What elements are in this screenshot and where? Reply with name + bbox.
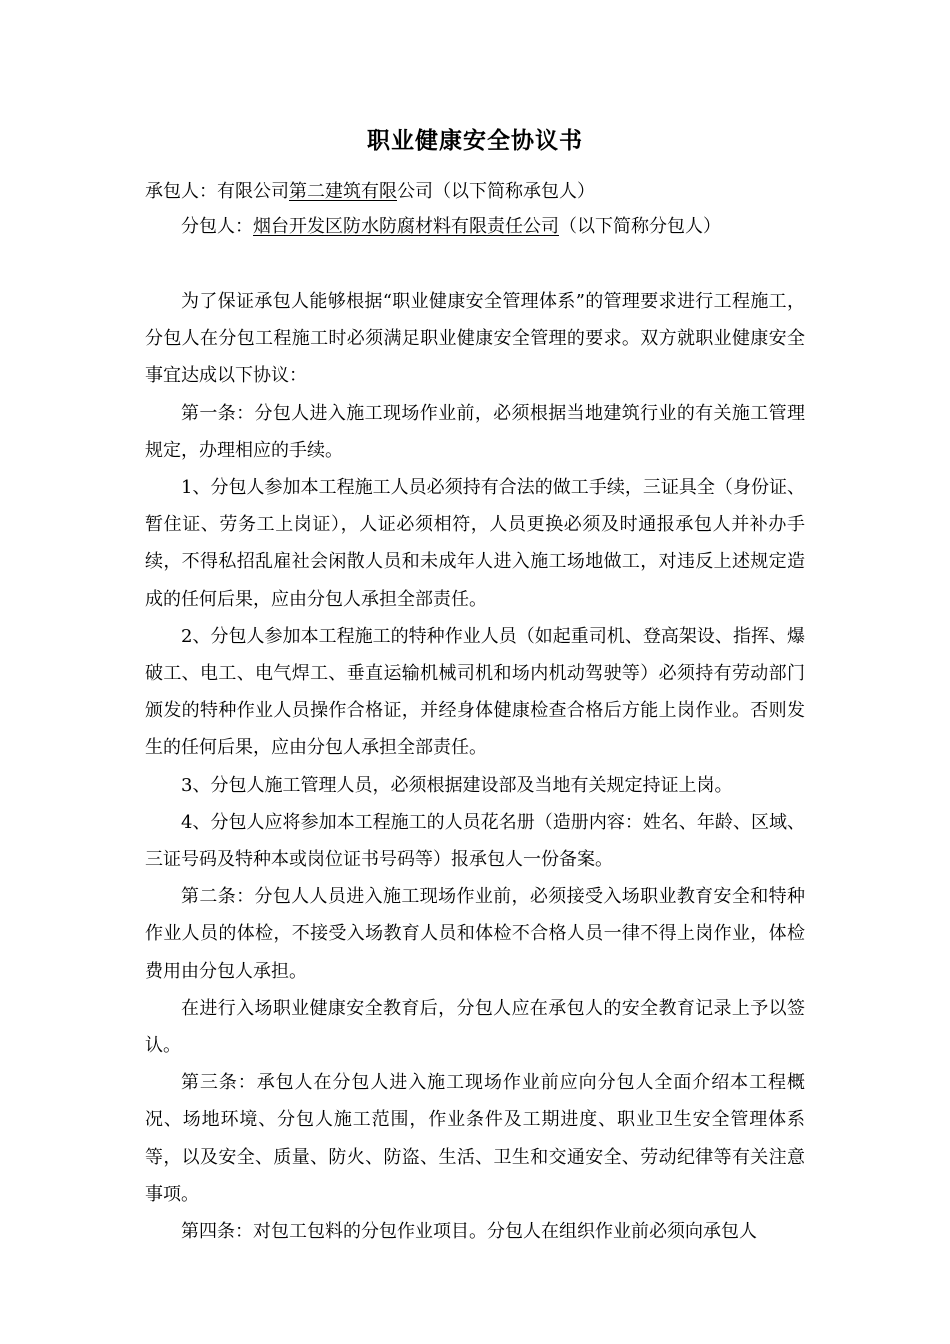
contractor-note: （以下简称承包人）: [433, 181, 595, 202]
paragraph-education-signoff: 在进行入场职业健康安全教育后，分包人应在承包人的安全教育记录上予以签认。: [145, 997, 805, 1057]
paragraph-item-1: 1、分包人参加本工程施工人员必须持有合法的做工手续，三证具全（身份证、暂住证、劳务工上岗证），人证必须相符，人员更换必须及时通报承包人并补办手续，不得私招乱雇社会闲散人员和未成年人进入施工场地做工，对违反上述规定造成的任何后果，应由分包人承担全部责任。: [145, 477, 805, 610]
paragraph-item-2: 2、分包人参加本工程施工的特种作业人员（如起重司机、登高架设、指挥、爆破工、电工、电气焊工、垂直运输机械司机和场内机动驾驶等）必须持有劳动部门颁发的特种作业人员操作合格证，并经身体健康检查合格后方能上岗作业。否则发生的任何后果，应由分包人承担全部责任。: [145, 625, 805, 759]
paragraph-article-4: 第四条：对包工包料的分包作业项目。分包人在组织作业前必须向承包人: [181, 1221, 757, 1243]
paragraph-article-3: 第三条：承包人在分包人进入施工现场作业前应向分包人全面介绍本工程概况、场地环境、分包人施工范围，作业条件及工期进度、职业卫生安全管理体系等，以及安全、质量、防火、防盗、生活、卫生和交通安全、劳动纪律等有关注意事项。: [145, 1072, 805, 1205]
paragraph-item-4: 4、分包人应将参加本工程施工的人员花名册（造册内容：姓名、年龄、区域、三证号码及特种本或岗位证书号码等）报承包人一份备案。: [145, 811, 805, 871]
paragraph-preamble: 为了保证承包人能够根据“职业健康安全管理体系”的管理要求进行工程施工，分包人在分包工程施工时必须满足职业健康安全管理的要求。双方就职业健康安全事宜达成以下协议：: [145, 291, 805, 387]
paragraph-article-1: 第一条：分包人进入施工现场作业前，必须根据当地建筑行业的有关施工管理规定，办理相应的手续。: [145, 402, 805, 461]
subcontractor-note: （以下简称分包人）: [559, 216, 721, 237]
subcontractor-name-underlined: 烟台开发区防水防腐材料有限责任公司: [253, 216, 559, 237]
contractor-name-prefix: 有限公司: [217, 181, 289, 202]
contractor-name-suffix: 公司: [397, 181, 433, 202]
contractor-name-underlined: 第二建筑有限: [289, 181, 397, 202]
document-title: 职业健康安全协议书: [367, 127, 583, 154]
subcontractor-label: 分包人：: [181, 216, 253, 237]
paragraph-article-2: 第二条：分包人人员进入施工现场作业前，必须接受入场职业教育安全和特种作业人员的体检，不接受入场教育人员和体检不合格人员一律不得上岗作业，体检费用由分包人承担。: [145, 886, 805, 982]
paragraph-item-3: 3、分包人施工管理人员，必须根据建设部及当地有关规定持证上岗。: [181, 774, 733, 796]
subcontractor-line: [181, 214, 721, 240]
agreement-body: [145, 283, 805, 1250]
contractor-label: 承包人：: [145, 181, 217, 202]
contractor-line: [145, 179, 595, 205]
